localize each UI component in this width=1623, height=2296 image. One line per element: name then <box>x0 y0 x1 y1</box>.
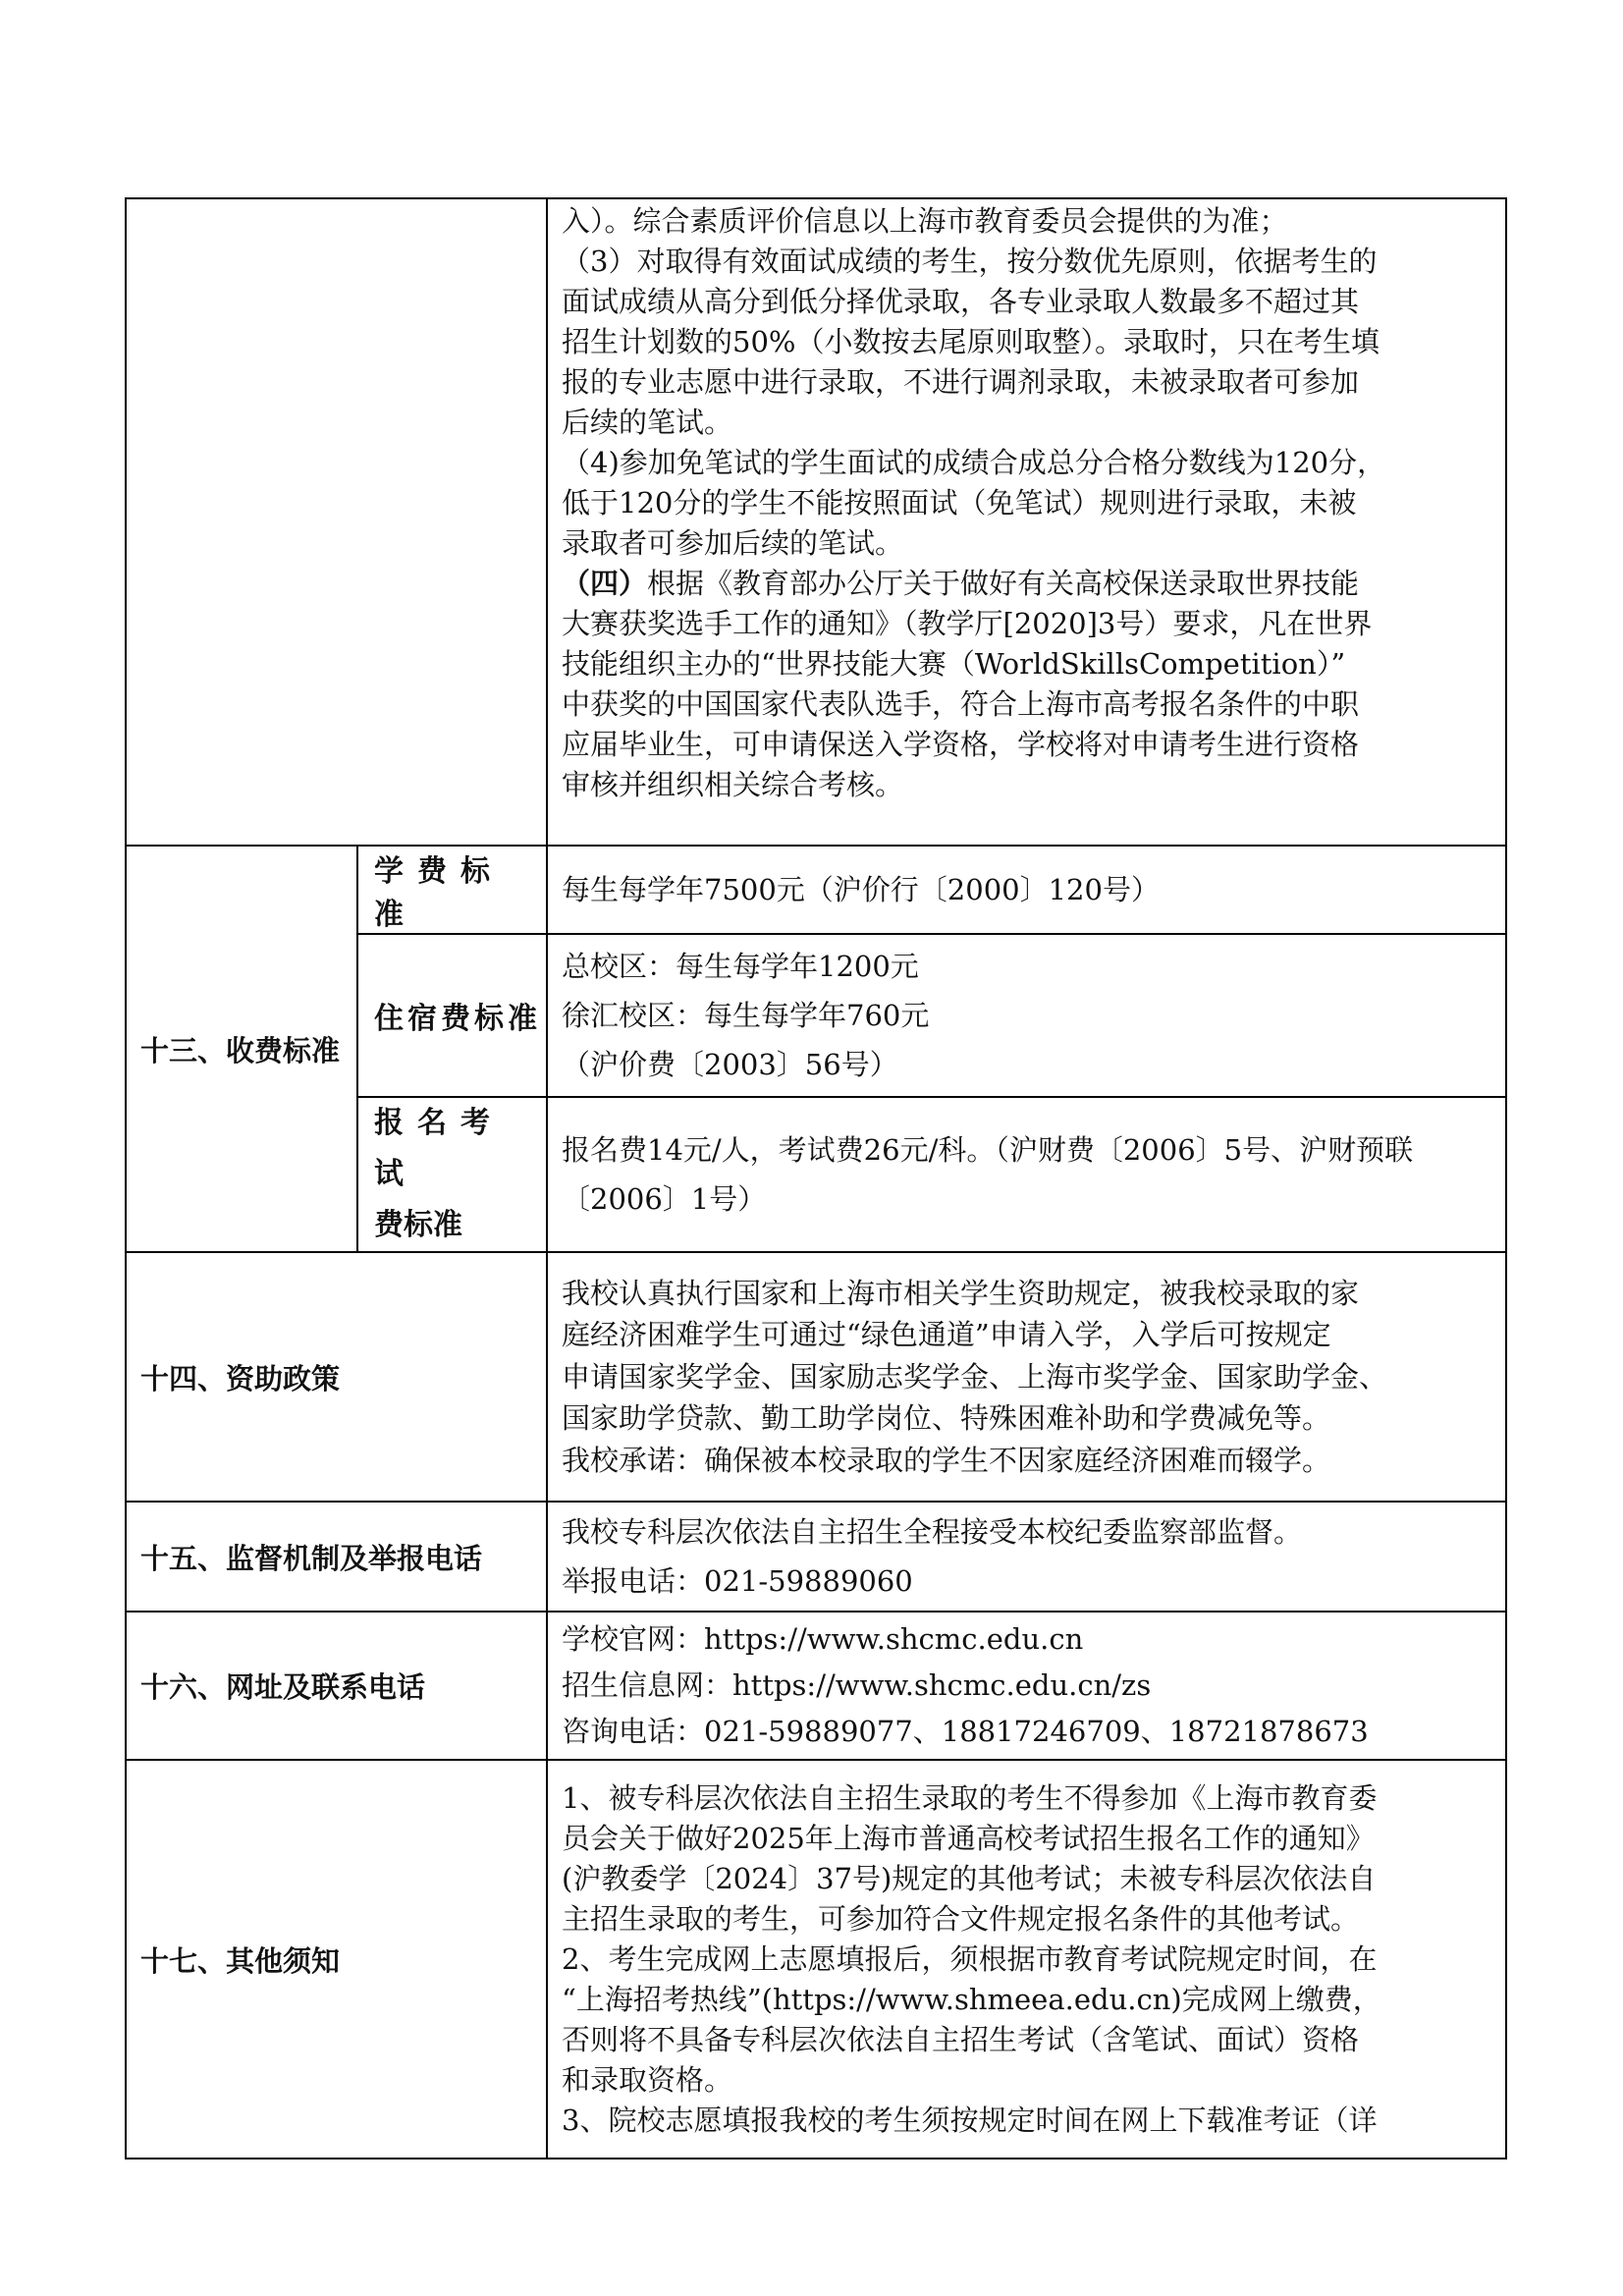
dorm-line: （沪价费〔2003〕56号） <box>562 1048 898 1081</box>
exam-fee-label-2: 费标准 <box>374 1208 462 1242</box>
section14-label: 十四、资助政策 <box>126 1252 547 1502</box>
section17-row <box>126 1760 1506 2159</box>
item4-lead: （四） <box>562 567 648 600</box>
tuition-value-cell <box>547 846 1506 934</box>
admission-site-line: 招生信息网：https://www.shcmc.edu.cn/zs <box>562 1668 1152 1702</box>
website-line: 学校官网：https://www.shcmc.edu.cn <box>562 1622 1084 1656</box>
item4-first-line <box>562 564 1495 604</box>
text-line: （3）对取得有效面试成绩的考生，按分数优先原则，依据考生的 <box>562 245 1378 278</box>
exam-fee-label-cell <box>357 1097 547 1252</box>
text-line: 报的专业志愿中进行录取，不进行调剂录取，未被录取者可参加 <box>562 365 1360 399</box>
exam-fee-line: 〔2006〕1号） <box>562 1182 767 1216</box>
dorm-label: 住宿费标准 <box>357 934 547 1097</box>
text-line: 应届毕业生，可申请保送入学资格，学校将对申请考生进行资格 <box>562 728 1360 761</box>
text-line: 主招生录取的考生，可参加符合文件规定报名条件的其他考试。 <box>562 1901 1360 1936</box>
text-line: 我校认真执行国家和上海市相关学生资助规定，被我校录取的家 <box>562 1276 1360 1310</box>
section14-row <box>126 1252 1506 1502</box>
text-line: 庭经济困难学生可通过“绿色通道”申请入学，入学后可按规定 <box>562 1318 1331 1352</box>
section13-tuition-row <box>126 846 1506 934</box>
text-line: 员会关于做好2025年上海市普通高校考试招生报名工作的通知》 <box>562 1821 1375 1855</box>
text-line: 录取者可参加后续的笔试。 <box>562 526 904 560</box>
section12-content <box>547 198 1506 846</box>
text-line: (沪教委学〔2024〕37号)规定的其他考试；未被专科层次依法自 <box>562 1861 1377 1895</box>
section15-label: 十五、监督机制及举报电话 <box>126 1502 547 1612</box>
text-line: 入）。综合素质评价信息以上海市教育委员会提供的为准； <box>562 204 1288 238</box>
text-line: 举报电话：021-59889060 <box>562 1564 913 1598</box>
text-line: 中获奖的中国国家代表队选手，符合上海市高考报名条件的中职 <box>562 687 1360 721</box>
text-line: 招生计划数的50%（小数按去尾原则取整）。录取时，只在考生填 <box>562 325 1380 358</box>
text-line: 否则将不具备专科层次依法自主招生考试（含笔试、面试）资格 <box>562 2022 1360 2056</box>
exam-fee-label-1: 报名考试 <box>374 1106 504 1191</box>
section15-row <box>126 1502 1506 1612</box>
text-line: 技能组织主办的“世界技能大赛（WorldSkillsCompetition）” <box>562 647 1346 681</box>
exam-fee-value-cell <box>547 1097 1506 1252</box>
text-line: 3、院校志愿填报我校的考生须按规定时间在网上下载准考证（详 <box>562 2103 1378 2137</box>
section17-label: 十七、其他须知 <box>126 1760 547 2159</box>
phone-line: 咨询电话：021-59889077、18817246709、18721878673 <box>562 1715 1369 1748</box>
text-line: 2、考生完成网上志愿填报后，须根据市教育考试院规定时间，在 <box>562 1941 1378 1976</box>
text-line: 我校承诺：确保被本校录取的学生不因家庭经济困难而辍学。 <box>562 1443 1331 1477</box>
text-line: 审核并组织相关综合考核。 <box>562 768 904 801</box>
section16-content <box>547 1612 1506 1760</box>
dorm-line: 徐汇校区：每生每学年760元 <box>562 999 930 1032</box>
text-line: “上海招考热线”(https://www.shmeea.edu.cn)完成网上缴费， <box>562 1982 1381 2016</box>
text-line: 面试成绩从高分到低分择优录取，各专业录取人数最多不超过其 <box>562 285 1360 318</box>
section14-content <box>547 1252 1506 1502</box>
tuition-label: 学费标准 <box>357 846 547 934</box>
text-line: 我校专科层次依法自主招生全程接受本校纪委监察部监督。 <box>562 1515 1303 1549</box>
dorm-value-cell <box>547 934 1506 1097</box>
text-line: 低于120分的学生不能按照面试（免笔试）规则进行录取，未被 <box>562 486 1357 519</box>
text-line: 大赛获奖选手工作的通知》（教学厅[2020]3号）要求，凡在世界 <box>562 607 1373 640</box>
section12-label-cell <box>126 198 547 846</box>
section16-label: 十六、网址及联系电话 <box>126 1612 547 1760</box>
dorm-line: 总校区：每生每学年1200元 <box>562 950 919 983</box>
exam-fee-line: 报名费14元/人，考试费26元/科。（沪财费〔2006〕5号、沪财预联 <box>562 1133 1414 1167</box>
text-line: 国家助学贷款、勤工助学岗位、特殊困难补助和学费减免等。 <box>562 1401 1331 1436</box>
text-line: 和录取资格。 <box>562 2062 733 2097</box>
section16-row <box>126 1612 1506 1760</box>
text-line: 申请国家奖学金、国家励志奖学金、上海市奖学金、国家助学金、 <box>562 1359 1388 1394</box>
section12-row <box>126 198 1506 846</box>
item4-first-text: 根据《教育部办公厅关于做好有关高校保送录取世界技能 <box>647 567 1360 600</box>
section13-label: 十三、收费标准 <box>126 846 357 1252</box>
tuition-value: 每生每学年7500元（沪价行〔2000〕120号） <box>562 872 1160 906</box>
text-line: （4)参加免笔试的学生面试的成绩合成总分合格分数线为120分， <box>562 446 1386 479</box>
text-line: 后续的笔试。 <box>562 406 733 439</box>
text-line: 1、被专科层次依法自主招生录取的考生不得参加《上海市教育委 <box>562 1780 1378 1815</box>
section15-content <box>547 1502 1506 1612</box>
admission-info-table <box>125 197 1507 2159</box>
section17-content <box>547 1760 1506 2159</box>
